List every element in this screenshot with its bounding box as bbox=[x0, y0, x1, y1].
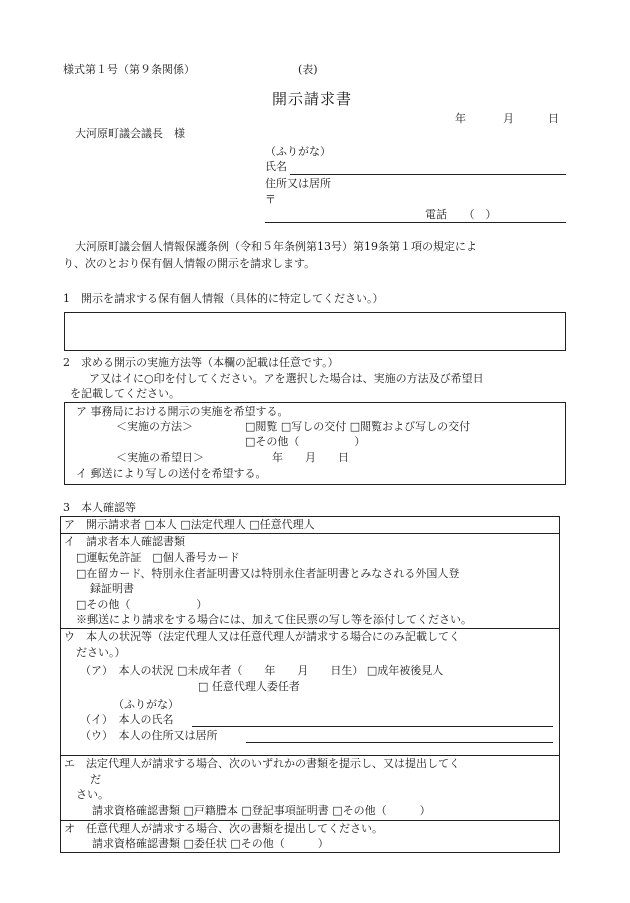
intro-line-1: 大河原町議会個人情報保護条例（令和５年条例第13号）第19条第１項の規定によ bbox=[75, 240, 477, 253]
row-i-line-4[interactable]: □その他（ ） bbox=[76, 598, 208, 611]
row-a[interactable]: ア 開示請求者 □本人 □法定代理人 □任意代理人 bbox=[64, 518, 315, 531]
row-u-status-2[interactable]: □ 任意代理人委任者 bbox=[198, 680, 300, 693]
section-2-note-2: を記載してください。 bbox=[70, 387, 180, 400]
row-u-address: （ウ） 本人の住所又は居所 bbox=[80, 729, 218, 742]
date-day: 日 bbox=[548, 112, 559, 125]
section-1-heading: 1 開示を請求する保有個人情報（具体的に特定してください。） bbox=[63, 292, 384, 305]
method-options[interactable]: □閲覧 □写しの交付 □閲覧および写しの交付 bbox=[245, 420, 471, 433]
row-divider bbox=[60, 755, 560, 756]
date-label: ＜実施の希望日＞ bbox=[116, 451, 204, 464]
section-2-note-1: ア又はイに○印を付してください。アを選択した場合は、実施の方法及び希望日 bbox=[89, 372, 484, 385]
method-label: ＜実施の方法＞ bbox=[116, 420, 193, 433]
section-3-heading: 3 本人確認等 bbox=[63, 501, 136, 514]
name-underline[interactable] bbox=[290, 174, 566, 175]
row-divider bbox=[60, 628, 560, 629]
form-number: 様式第１号（第９条関係） bbox=[63, 63, 195, 76]
row-u-title-2: ださい。） bbox=[76, 646, 126, 659]
row-e-title-2: だ bbox=[90, 773, 101, 786]
row-i-line-2[interactable]: □在留カード、特別永住者証明書又は特別永住者証明書とみなされる外国人登 bbox=[76, 567, 460, 580]
person-address-underline[interactable] bbox=[246, 742, 553, 743]
date-fields[interactable]: 年 月 日 bbox=[272, 451, 349, 464]
requester-address-label: 住所又は居所 bbox=[265, 177, 331, 190]
row-o-docs[interactable]: 請求資格確認書類 □委任状 □その他（ ） bbox=[92, 837, 329, 850]
row-divider bbox=[60, 533, 560, 534]
intro-line-2: り、次のとおり保有個人情報の開示を請求します。 bbox=[63, 257, 316, 270]
date-year: 年 bbox=[455, 112, 466, 125]
row-u-status[interactable]: （ア） 本人の状況 □未成年者（ 年 月 日生） □成年被後見人 bbox=[80, 664, 444, 677]
option-b-label[interactable]: イ 郵送により写しの送付を希望する。 bbox=[76, 467, 267, 480]
row-o-title: オ 任意代理人が請求する場合、次の書類を提出してください。 bbox=[64, 822, 383, 835]
side-label: (表) bbox=[298, 63, 318, 76]
section-2-heading: 2 求める開示の実施方法等（本欄の記載は任意です。） bbox=[63, 356, 339, 369]
row-u-furigana: （ふりがな） bbox=[113, 698, 179, 711]
row-e-title-3: さい。 bbox=[76, 788, 109, 801]
person-name-underline[interactable] bbox=[192, 726, 553, 727]
date-month: 月 bbox=[503, 112, 514, 125]
row-u-title-1: ウ 本人の状況等（法定代理人又は任意代理人が請求する場合にのみ記載してく bbox=[64, 630, 460, 643]
row-i-note: ※郵送により請求をする場合には、加えて住民票の写し等を添付してください。 bbox=[76, 613, 472, 626]
requester-name-label: 氏名 bbox=[265, 160, 287, 173]
option-a-label[interactable]: ア 事務局における開示の実施を希望する。 bbox=[76, 405, 289, 418]
row-e-title-1: エ 法定代理人が請求する場合、次のいずれかの書類を提示し、又は提出してく bbox=[64, 757, 460, 770]
addressee: 大河原町議会議長 様 bbox=[75, 127, 185, 140]
page-title: 開示請求書 bbox=[272, 90, 353, 108]
row-e-docs[interactable]: 請求資格確認書類 □戸籍謄本 □登記事項証明書 □その他（ ） bbox=[92, 804, 431, 817]
row-i-title: イ 請求者本人確認書類 bbox=[64, 535, 185, 548]
method-other[interactable]: □その他（ ） bbox=[245, 435, 366, 448]
address-underline[interactable] bbox=[265, 222, 566, 223]
row-i-line-3: 録証明書 bbox=[90, 582, 134, 595]
requester-furigana: （ふりがな） bbox=[265, 145, 331, 158]
phone-label: 電話 （ ） bbox=[425, 208, 497, 221]
postal-mark: 〒 bbox=[265, 193, 276, 206]
section-1-input-box[interactable] bbox=[64, 312, 566, 351]
row-u-name: （イ） 本人の氏名 bbox=[80, 713, 174, 726]
row-i-line-1[interactable]: □運転免許証 □個人番号カード bbox=[76, 551, 240, 564]
row-divider bbox=[60, 820, 560, 821]
